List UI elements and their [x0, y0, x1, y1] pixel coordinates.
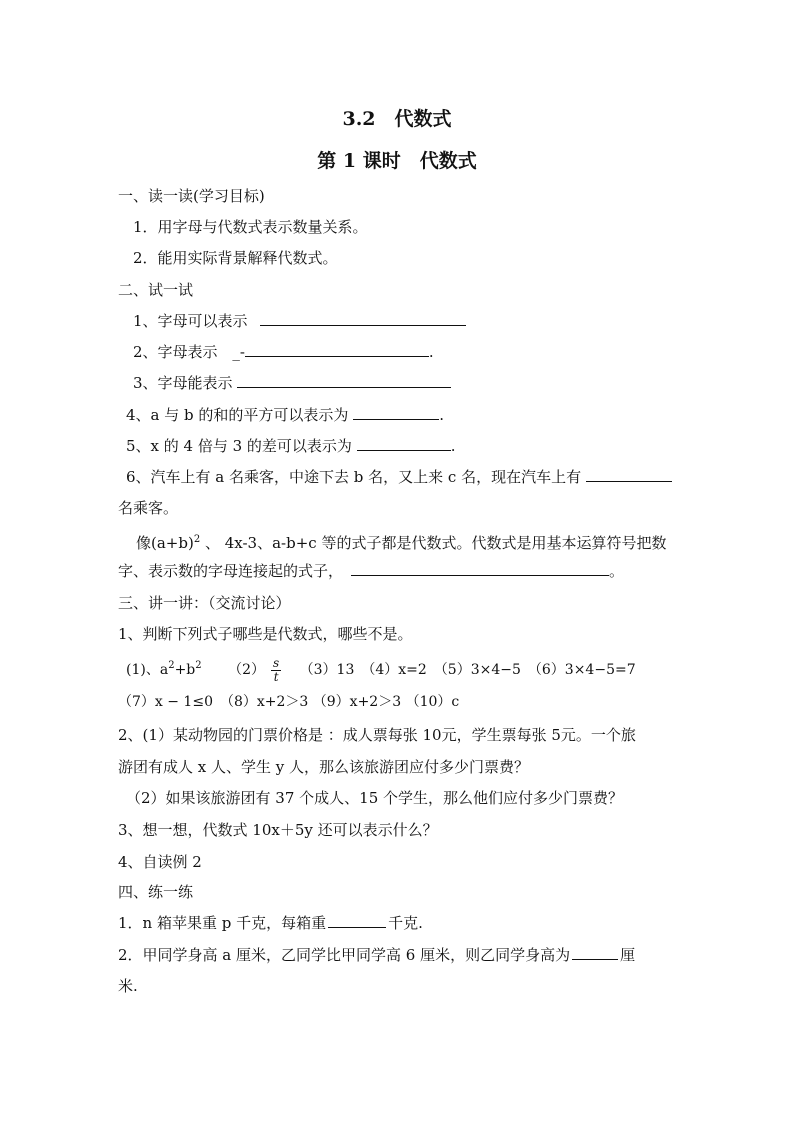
period: . [428, 343, 434, 361]
question-text: 游团有成人 x 人、学生 y 人，那么该旅游团应付多少门票费？ [118, 758, 530, 776]
question-text: 1．n 箱苹果重 p 千克，每箱重 [118, 914, 327, 932]
section-2-heading: 二、试一试 [118, 281, 194, 299]
question-text: 名乘客。 [118, 499, 179, 517]
expression-list: （3）13 （4）x=2 （5）3×4−5 （6）3×4−5=7 [299, 662, 636, 678]
objective-2: 2．能用实际背景解释代数式。 [133, 249, 338, 267]
section-1-heading: 一、读一读(学习目标) [118, 187, 265, 205]
definition-text: 字、表示数的字母连接起的式子， [118, 562, 344, 580]
answer-blank [572, 945, 618, 960]
question-row [126, 436, 456, 456]
expression-row: （7）x − 1≤0 （8）x+2＞3 （9）x+2＞3 （10）c [118, 694, 460, 710]
period: . [450, 437, 456, 455]
fraction [271, 657, 281, 684]
expression: +b [174, 662, 196, 678]
full-stop: 。 [609, 562, 625, 580]
question-text: 2、(1）某动物园的门票价格是 ：成人票每张 10元，学生票每张 5元。一个旅 [118, 726, 636, 744]
question-row [133, 373, 451, 393]
answer-blank [351, 561, 609, 576]
question-text: 3、想一想，代数式 10x＋5y 还可以表示什么？ [118, 821, 438, 839]
blank-mark: _- [232, 343, 245, 361]
question-text: 6、汽车上有 a 名乘客，中途下去 b 名，又上来 c 名，现在汽车上有 [126, 468, 582, 486]
section-3-heading: 三、讲一讲：（交流讨论） [118, 594, 291, 612]
definition-text: 、 4x-3、a-b+c 等的式子都是代数式。代数式是用基本运算符号把数 [200, 534, 667, 552]
question-row [118, 913, 423, 933]
question-text: 1、字母可以表示 [133, 312, 248, 330]
exponent: 2 [195, 660, 202, 671]
lesson-subtitle: 第 1 课时 代数式 [317, 150, 477, 172]
question-text: （2）如果该旅游团有 37 个成人、15 个学生，那么他们应付多少门票费？ [126, 789, 624, 807]
answer-blank [260, 311, 466, 326]
question-row [126, 467, 672, 487]
answer-blank [586, 467, 672, 482]
question-row [133, 311, 466, 331]
question-text: 米. [118, 977, 138, 995]
definition-line [118, 561, 624, 581]
question-text: 2、字母表示 [133, 343, 218, 361]
period: . [439, 406, 444, 424]
question-row [118, 945, 635, 965]
fraction-numerator: s [273, 655, 280, 670]
question-text: 5、x 的 4 倍与 3 的差可以表示为 [126, 437, 352, 455]
question-row [133, 342, 434, 362]
objective-1: 1．用字母与代数式表示数量关系。 [133, 218, 368, 236]
answer-blank [357, 436, 451, 451]
definition-line [136, 530, 666, 553]
question-text: 厘 [620, 946, 636, 964]
expression: 像(a+b) [136, 534, 194, 552]
answer-blank [328, 913, 386, 928]
question-text: 3、字母能表示 [133, 374, 233, 392]
question-text: 4、自读例 2 [118, 853, 202, 871]
section-4-heading: 四、练一练 [118, 883, 194, 901]
question-text: 2．甲同学身高 a 厘米，乙同学比甲同学高 6 厘米，则乙同学身高为 [118, 946, 571, 964]
answer-blank [237, 373, 451, 388]
lesson-title: 3.2 代数式 [342, 108, 452, 130]
question-text: 千克. [388, 914, 423, 932]
exponent: 2 [168, 660, 175, 671]
expression-label: （2） [228, 662, 266, 678]
question-text: 4、a 与 b 的和的平方可以表示为 [126, 406, 349, 424]
exponent: 2 [193, 534, 201, 545]
question-row [126, 405, 444, 425]
expression-row [126, 656, 636, 684]
answer-blank [353, 405, 439, 420]
fraction-denominator: t [273, 669, 279, 684]
question-text: 1、判断下列式子哪些是代数式，哪些不是。 [118, 625, 413, 643]
expression: (1)、a [126, 662, 169, 678]
answer-blank [245, 342, 429, 357]
